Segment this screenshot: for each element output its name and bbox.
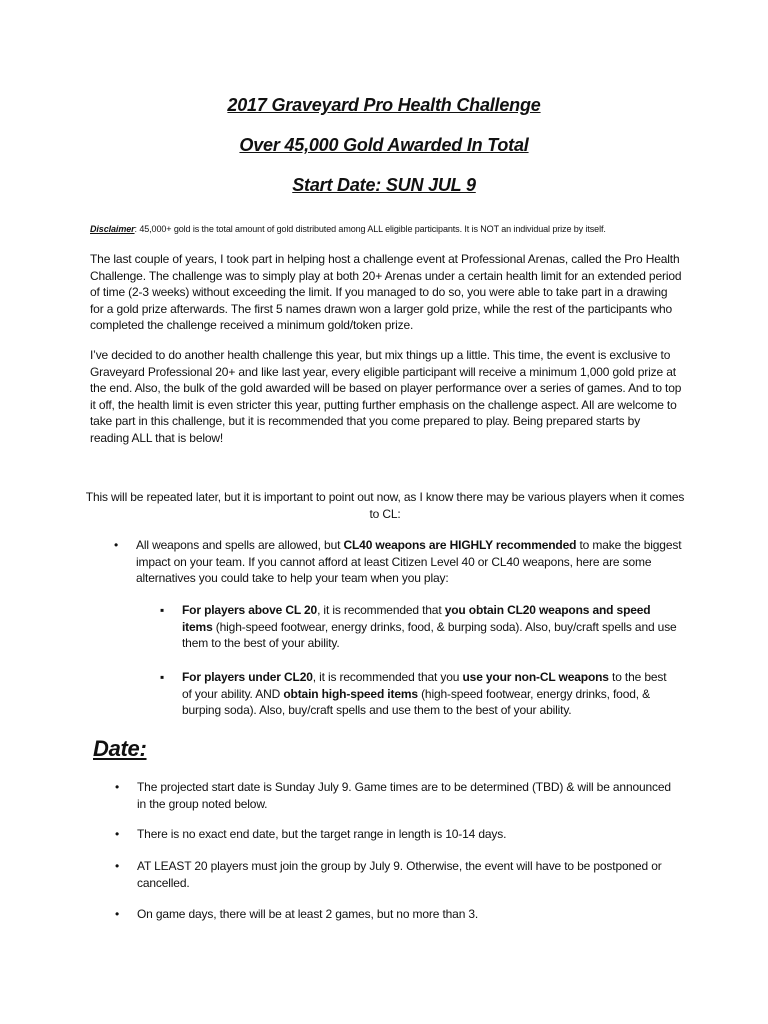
bullet-icon: • xyxy=(115,907,120,921)
sub-bullet-icon: ▪ xyxy=(160,670,165,684)
date-item-text: On game days, there will be at least 2 games, but no more than 3. xyxy=(137,907,479,921)
document-subtitle-gold: Over 45,000 Gold Awarded In Total xyxy=(239,135,529,155)
under-bold-2: use your non-CL weapons xyxy=(462,670,609,684)
sub-bullet-icon: ▪ xyxy=(160,603,165,617)
under-text-a: , it is recommended that you xyxy=(312,670,463,684)
under-text-b: to the best of your ability. AND xyxy=(182,670,667,701)
above-text-b: (high-speed footwear, energy drinks, food, & burping soda). Also, buy/craft spells and use them to the best of your ability. xyxy=(182,619,677,650)
disclaimer-text: : 45,000+ gold is the total amount of gold distributed among ALL eligible participants. It is NOT an individual prize by itself. xyxy=(134,224,606,234)
disclaimer xyxy=(90,224,690,234)
weapons-text-a: All weapons and spells are allowed, but xyxy=(136,538,344,552)
date-item-text: There is no exact end date, but the target range in length is 10-14 days. xyxy=(137,827,507,841)
under-bold-3: obtain high-speed items xyxy=(283,686,418,701)
bullet-icon: • xyxy=(115,859,120,873)
above-text-a: , it is recommended that xyxy=(317,603,445,617)
date-bullet-3 xyxy=(115,858,682,891)
intro-paragraph-2: I’ve decided to do another health challenge this year, but mix things up a little. This time, the event is exclusive to Graveyard Professional 20+ and like last year, every eligible participant will receive a minimum 1,000 gold prize at the end. Also, the bulk of the gold awarded will be based on player performance over a series of games. And to top it off, the health limit is even stricter this year, putting further emphasis on the challenge aspect. All are welcome to take part in this challenge, but it is recommended that you come prepared to play. Being prepared starts by reading ALL that is below! xyxy=(90,348,682,445)
intro-paragraph-3: This will be repeated later, but it is important to point out now, as I know there may be various players when it comes to CL: xyxy=(85,490,685,521)
date-section-heading: Date: xyxy=(93,736,147,761)
date-bullet-4 xyxy=(115,906,682,923)
date-item-text: AT LEAST 20 players must join the group by July 9. Otherwise, the event will have to be postponed or cancelled. xyxy=(137,859,662,890)
date-item-text: The projected start date is Sunday July 9. Game times are to be determined (TBD) & will be announced in the group noted below. xyxy=(137,780,671,811)
document-subtitle-start-date: Start Date: SUN JUL 9 xyxy=(292,175,476,195)
disclaimer-label: Disclaimer xyxy=(90,224,135,234)
document-title: 2017 Graveyard Pro Health Challenge xyxy=(227,95,541,115)
under-bold-1: For players under CL20 xyxy=(182,670,313,684)
sub-bullet-under-cl20 xyxy=(160,669,678,719)
above-bold-1: For players above CL 20 xyxy=(182,603,318,617)
bullet-icon: • xyxy=(115,780,120,794)
bullet-icon: • xyxy=(114,538,119,552)
sub-bullet-above-cl20 xyxy=(160,602,678,652)
weapons-bullet xyxy=(114,537,682,587)
weapons-text-bold: CL40 weapons are HIGHLY recommended xyxy=(343,538,577,552)
under-text-c: (high-speed footwear, energy drinks, food, & burping soda). Also, buy/craft spells and use them to the best of your ability. xyxy=(182,686,650,717)
date-bullet-1 xyxy=(115,779,682,812)
date-bullet-2 xyxy=(115,826,682,843)
intro-paragraph-1: The last couple of years, I took part in helping host a challenge event at Professional Arenas, called the Pro Health Challenge. The challenge was to simply play at both 20+ Arenas under a certain health limit for an extended period of time (2-3 weeks) without exceeding the limit. If you managed to do so, you were able to take part in a drawing for a gold prize afterwards. The first 5 names drawn won a larger gold prize, while the rest of the participants who completed the challenge received a minimum gold/token prize. xyxy=(90,252,682,332)
weapons-text-b: to make the biggest impact on your team. If you cannot afford at least Citizen Level 40 or CL40 weapons, here are some alternatives you could take to help your team when you play: xyxy=(136,538,682,585)
above-bold-2: you obtain CL20 weapons and speed items xyxy=(182,603,651,634)
bullet-icon: • xyxy=(115,827,120,841)
